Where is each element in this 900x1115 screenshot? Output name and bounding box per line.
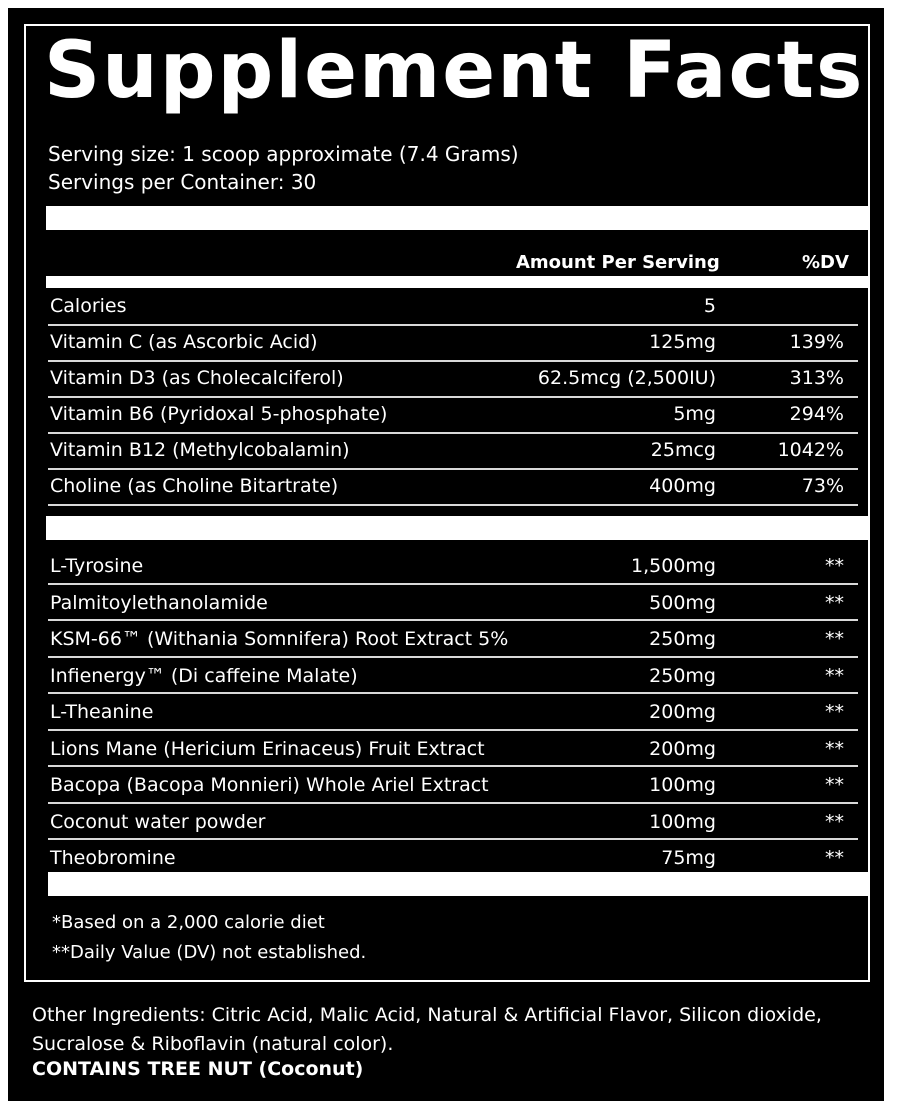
- nutrient-row: [48, 290, 858, 326]
- row-name: KSM-66™ (Withania Somnifera) Root Extract 5%: [50, 628, 509, 650]
- label-title: Supplement Facts: [44, 26, 865, 116]
- divider-bar-middle: [46, 516, 868, 540]
- row-name: Choline (as Choline Bitartrate): [50, 475, 339, 497]
- allergen-warning: CONTAINS TREE NUT (Coconut): [32, 1058, 364, 1080]
- row-amount: 75mg: [661, 847, 716, 869]
- row-dv: 73%: [801, 475, 844, 497]
- row-name: Vitamin C (as Ascorbic Acid): [50, 331, 318, 353]
- row-name: Infienergy™ (Di caffeine Malate): [50, 664, 358, 687]
- divider-bar-top: [46, 206, 868, 230]
- row-dv: **: [825, 664, 844, 687]
- row-amount: 5mg: [673, 403, 716, 425]
- divider-bar-bottom: [48, 872, 868, 896]
- row-amount: 100mg: [649, 810, 716, 833]
- row-name: Vitamin D3 (as Cholecalciferol): [50, 367, 344, 389]
- divider-bar-header: [46, 276, 868, 288]
- ingredient-row: [48, 621, 858, 658]
- row-dv: **: [825, 810, 844, 833]
- row-amount: 1,500mg: [631, 555, 716, 577]
- row-name: Calories: [50, 295, 127, 317]
- footnote-dv: **Daily Value (DV) not established.: [52, 942, 367, 963]
- row-amount: 125mg: [649, 331, 716, 353]
- facts-panel: [24, 24, 870, 982]
- nutrient-row: [48, 326, 858, 362]
- ingredient-row: [48, 585, 858, 622]
- row-name: L-Tyrosine: [50, 555, 144, 577]
- other-ingredients: Other Ingredients: Citric Acid, Malic Acid, Natural & Artificial Flavor, Silicon dioxide, Sucralose & Riboflavin (natural color).: [32, 1004, 822, 1055]
- ingredient-row: [48, 658, 858, 695]
- row-amount: 250mg: [649, 628, 716, 650]
- row-dv: **: [825, 774, 844, 796]
- row-name: Lions Mane (Hericium Erinaceus) Fruit Extract: [50, 737, 485, 760]
- row-name: Theobromine: [50, 847, 176, 869]
- row-name: Bacopa (Bacopa Monnieri) Whole Ariel Extract: [50, 774, 489, 796]
- row-amount: 25mcg: [650, 439, 716, 461]
- header-dv: %DV: [802, 252, 849, 273]
- serving-size: Serving size: 1 scoop approximate (7.4 Grams): [48, 142, 519, 166]
- row-dv: **: [825, 591, 844, 614]
- nutrient-row: [48, 434, 858, 470]
- row-amount: 200mg: [649, 737, 716, 760]
- row-dv: 139%: [789, 331, 844, 353]
- row-name: Vitamin B6 (Pyridoxal 5-phosphate): [50, 403, 388, 425]
- nutrient-row: [48, 362, 858, 398]
- row-amount: 100mg: [649, 774, 716, 796]
- row-dv: **: [825, 701, 844, 723]
- ingredient-row: [48, 804, 858, 841]
- row-amount: 400mg: [649, 475, 716, 497]
- row-dv: **: [825, 847, 844, 869]
- row-amount: 62.5mcg (2,500IU): [537, 367, 716, 389]
- row-dv: **: [825, 737, 844, 760]
- row-name: Coconut water powder: [50, 810, 266, 833]
- row-amount: 5: [703, 295, 716, 317]
- ingredient-row: [48, 694, 858, 731]
- footnote-calorie: *Based on a 2,000 calorie diet: [52, 912, 325, 933]
- ingredient-row: [48, 767, 858, 804]
- row-dv: 294%: [789, 403, 844, 425]
- row-dv: 313%: [789, 367, 844, 389]
- row-amount: 500mg: [649, 591, 716, 614]
- row-dv: **: [825, 628, 844, 650]
- row-name: Vitamin B12 (Methylcobalamin): [50, 439, 350, 461]
- row-name: L-Theanine: [50, 701, 154, 723]
- row-name: Palmitoylethanolamide: [50, 591, 268, 614]
- supplement-facts-label: [8, 8, 884, 1101]
- nutrient-row: [48, 470, 858, 506]
- servings-per-container: Servings per Container: 30: [48, 170, 317, 194]
- row-amount: 250mg: [649, 664, 716, 687]
- ingredient-row: [48, 548, 858, 585]
- row-dv: **: [825, 555, 844, 577]
- row-dv: 1042%: [777, 439, 844, 461]
- header-amount: Amount Per Serving: [516, 252, 720, 273]
- ingredient-row: [48, 731, 858, 768]
- row-amount: 200mg: [649, 701, 716, 723]
- nutrient-row: [48, 398, 858, 434]
